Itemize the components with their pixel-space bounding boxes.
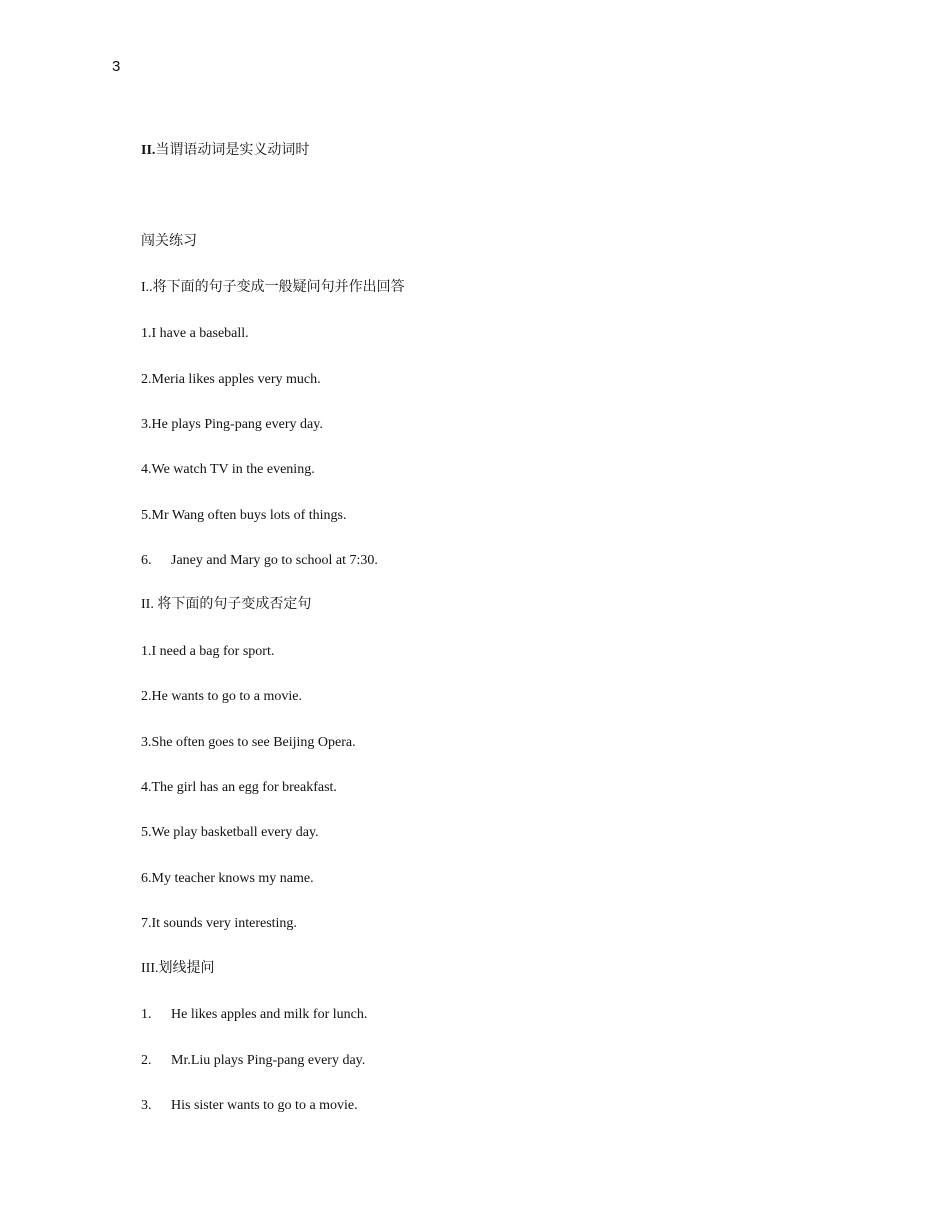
section-heading-text: 当谓语动词是实义动词时 bbox=[155, 143, 310, 158]
part1-heading: I..将下面的句子变成一般疑问句并作出回答 bbox=[141, 280, 405, 295]
part2-item-1: 1.I need a bag for sport. bbox=[141, 644, 275, 659]
part3-item-2-text: Mr.Liu plays Ping-pang every day. bbox=[171, 1053, 366, 1068]
part2-item-7: 7.It sounds very interesting. bbox=[141, 916, 297, 931]
part3-item-3-number: 3. bbox=[141, 1098, 152, 1113]
part3-item-3 bbox=[141, 1097, 358, 1115]
part1-item-6-number: 6. bbox=[141, 553, 152, 568]
part3-item-2-number: 2. bbox=[141, 1053, 152, 1068]
part1-item-6-text: Janey and Mary go to school at 7:30. bbox=[171, 553, 378, 568]
part1-item-3: 3.He plays Ping-pang every day. bbox=[141, 417, 323, 432]
part2-item-6: 6.My teacher knows my name. bbox=[141, 871, 314, 886]
part1-item-5: 5.Mr Wang often buys lots of things. bbox=[141, 508, 347, 523]
part1-item-1: 1.I have a baseball. bbox=[141, 326, 249, 341]
part3-item-1-text: He likes apples and milk for lunch. bbox=[171, 1007, 368, 1022]
part2-item-5: 5.We play basketball every day. bbox=[141, 825, 319, 840]
part2-item-3: 3.She often goes to see Beijing Opera. bbox=[141, 735, 356, 750]
part3-item-3-text: His sister wants to go to a movie. bbox=[171, 1098, 358, 1113]
part1-item-2: 2.Meria likes apples very much. bbox=[141, 372, 321, 387]
practice-title: 闯关练习 bbox=[141, 234, 197, 249]
part3-item-1-number: 1. bbox=[141, 1007, 152, 1022]
part3-item-1 bbox=[141, 1006, 367, 1024]
part2-item-4: 4.The girl has an egg for breakfast. bbox=[141, 780, 337, 795]
part3-item-2 bbox=[141, 1052, 365, 1070]
part1-item-4: 4.We watch TV in the evening. bbox=[141, 462, 315, 477]
part1-item-6 bbox=[141, 552, 378, 570]
page-number: 3 bbox=[112, 58, 121, 75]
section-heading-numeral: II. bbox=[141, 143, 156, 158]
part2-heading: II. 将下面的句子变成否定句 bbox=[141, 597, 312, 612]
section-heading bbox=[141, 142, 309, 160]
part2-item-2: 2.He wants to go to a movie. bbox=[141, 689, 302, 704]
part3-heading: III.划线提问 bbox=[141, 961, 215, 976]
